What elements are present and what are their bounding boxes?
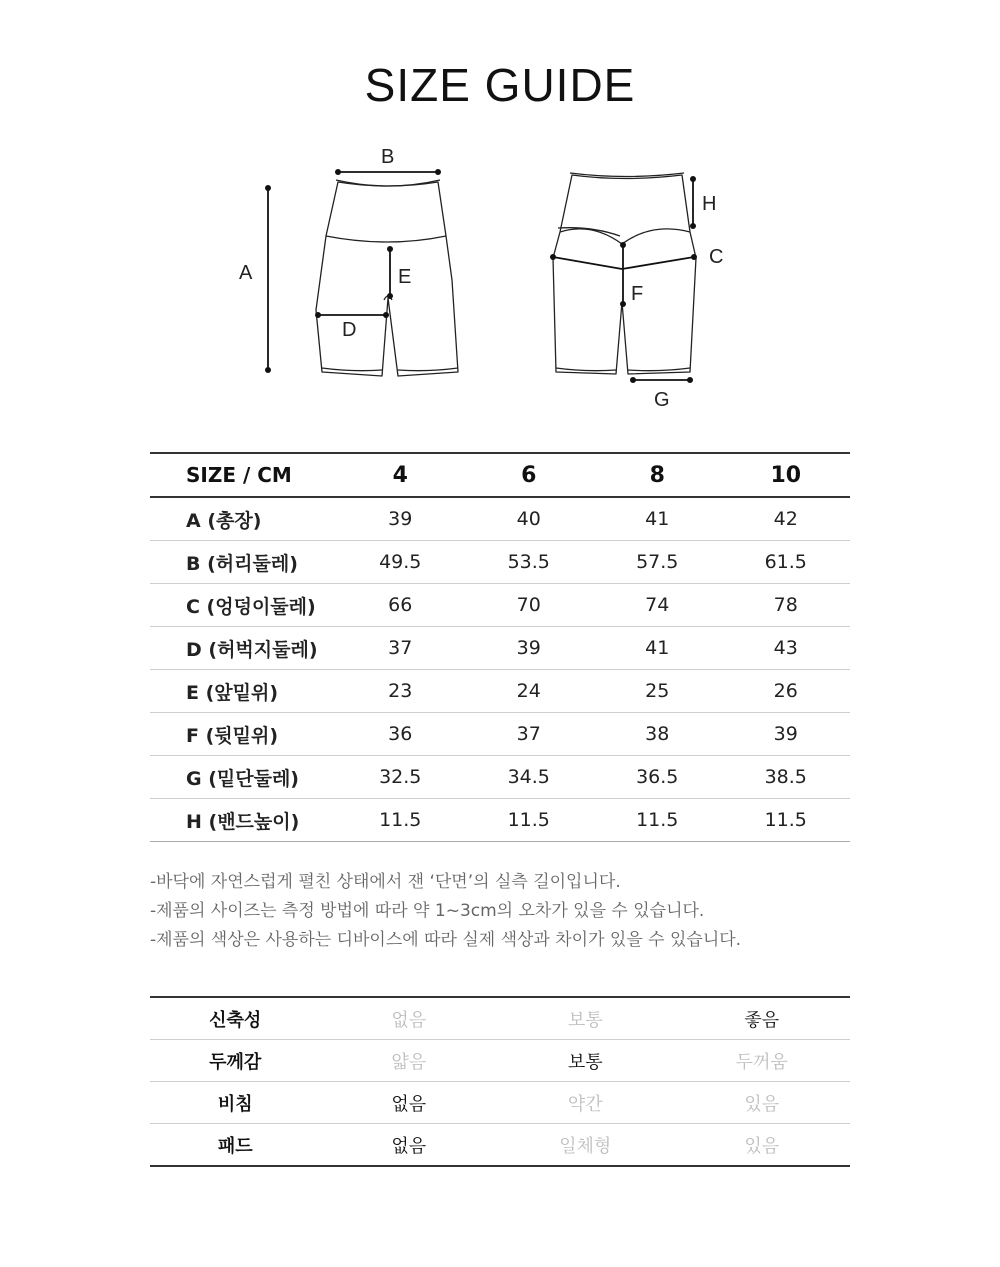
- table-cell: 37: [388, 637, 413, 659]
- table-cell: 78: [773, 594, 798, 616]
- row-label: H (밴드높이): [186, 810, 300, 833]
- table-cell: 38.5: [764, 766, 807, 788]
- diagram-label-f: F: [631, 283, 644, 305]
- property-option-selected: 보통: [567, 1051, 603, 1073]
- diagram-label-a: A: [239, 262, 253, 284]
- size-header-cell: 6: [521, 462, 537, 488]
- property-option-selected: 없음: [391, 1093, 427, 1115]
- row-label: G (밑단둘레): [186, 767, 299, 790]
- measurement-diagram: [0, 130, 1000, 420]
- property-row: [150, 1124, 850, 1167]
- diagram-label-e: E: [398, 266, 412, 288]
- back-shorts-outline: [553, 175, 696, 374]
- table-cell: 34.5: [507, 766, 550, 788]
- shorts-diagram-svg: [0, 130, 1000, 420]
- table-cell: 36.5: [636, 766, 679, 788]
- diagram-label-c: C: [709, 246, 724, 268]
- table-row: [150, 627, 850, 670]
- table-cell: 74: [645, 594, 670, 616]
- size-header-cell: 10: [770, 462, 802, 488]
- table-cell: 25: [645, 680, 670, 702]
- property-option: 약간: [567, 1093, 603, 1115]
- property-option: 있음: [744, 1135, 780, 1157]
- table-cell: 32.5: [379, 766, 422, 788]
- property-label: 패드: [217, 1135, 253, 1157]
- size-header-cell: 8: [649, 462, 665, 488]
- table-cell: 39: [388, 508, 413, 530]
- table-cell: 40: [516, 508, 541, 530]
- notes: [150, 868, 850, 955]
- table-cell: 39: [516, 637, 541, 659]
- property-option: 있음: [744, 1093, 780, 1115]
- table-cell: 41: [645, 637, 670, 659]
- row-label: A (총장): [186, 509, 262, 532]
- table-cell: 11.5: [507, 809, 550, 831]
- back-waistband-line: [560, 229, 690, 244]
- measure-lines: [268, 172, 694, 380]
- row-label: B (허리둘레): [186, 552, 298, 575]
- note-line: -제품의 색상은 사용하는 디바이스에 따라 실제 색상과 차이가 있을 수 있습니다.: [150, 930, 742, 950]
- property-option-selected: 좋음: [744, 1009, 780, 1031]
- property-label: 두께감: [209, 1051, 262, 1073]
- property-option-selected: 없음: [391, 1135, 427, 1157]
- size-table-header: [150, 453, 850, 497]
- table-cell: 11.5: [764, 809, 807, 831]
- measure-dots: [265, 169, 697, 383]
- table-row: [150, 497, 850, 541]
- diagram-label-d: D: [342, 319, 357, 341]
- table-row: [150, 799, 850, 842]
- property-option: 얇음: [391, 1051, 427, 1073]
- size-table: [150, 452, 850, 842]
- front-waistband-line: [326, 236, 446, 242]
- table-cell: 41: [645, 508, 670, 530]
- property-option: 없음: [391, 1009, 427, 1031]
- diagram-label-b: B: [381, 146, 395, 168]
- back-view: [553, 173, 696, 374]
- table-cell: 24: [516, 680, 541, 702]
- table-cell: 61.5: [764, 551, 807, 573]
- property-option: 두꺼움: [735, 1051, 788, 1073]
- table-row: [150, 541, 850, 584]
- table-cell: 39: [773, 723, 798, 745]
- row-label: C (엉덩이둘레): [186, 595, 316, 618]
- table-cell: 37: [516, 723, 541, 745]
- property-row: [150, 1040, 850, 1082]
- table-cell: 23: [388, 680, 413, 702]
- table-cell: 38: [645, 723, 670, 745]
- page-title: SIZE GUIDE: [364, 59, 636, 111]
- note-line: -바닥에 자연스럽게 펼친 상태에서 잰 ‘단면’의 실측 길이입니다.: [150, 872, 621, 892]
- row-label: F (뒷밑위): [186, 724, 279, 747]
- table-cell: 42: [773, 508, 798, 530]
- front-shorts-outline: [316, 182, 458, 376]
- diagram-label-g: G: [654, 389, 670, 411]
- note-line: -제품의 사이즈는 측정 방법에 따라 약 1~3cm의 오차가 있을 수 있습니다.: [150, 901, 705, 921]
- size-header-cell: 4: [392, 462, 408, 488]
- table-cell: 53.5: [507, 551, 550, 573]
- property-row: [150, 1082, 850, 1124]
- front-view: [316, 180, 458, 376]
- size-header-label: SIZE / CM: [186, 463, 292, 487]
- fabric-properties-table: [150, 996, 850, 1167]
- table-row: [150, 584, 850, 627]
- table-cell: 66: [388, 594, 413, 616]
- row-label: E (앞밑위): [186, 681, 279, 704]
- table-row: [150, 670, 850, 713]
- table-cell: 36: [388, 723, 413, 745]
- property-label: 신축성: [209, 1009, 262, 1031]
- property-option: 일체형: [559, 1135, 612, 1157]
- row-label: D (허벅지둘레): [186, 638, 318, 661]
- diagram-label-h: H: [702, 193, 717, 215]
- property-option: 보통: [567, 1009, 603, 1031]
- property-row: [150, 997, 850, 1040]
- table-cell: 57.5: [636, 551, 679, 573]
- table-row: [150, 756, 850, 799]
- table-cell: 70: [516, 594, 541, 616]
- table-cell: 11.5: [379, 809, 422, 831]
- table-cell: 49.5: [379, 551, 422, 573]
- property-label: 비침: [217, 1093, 253, 1115]
- table-cell: 43: [773, 637, 798, 659]
- table-row: [150, 713, 850, 756]
- table-cell: 26: [773, 680, 798, 702]
- table-cell: 11.5: [636, 809, 679, 831]
